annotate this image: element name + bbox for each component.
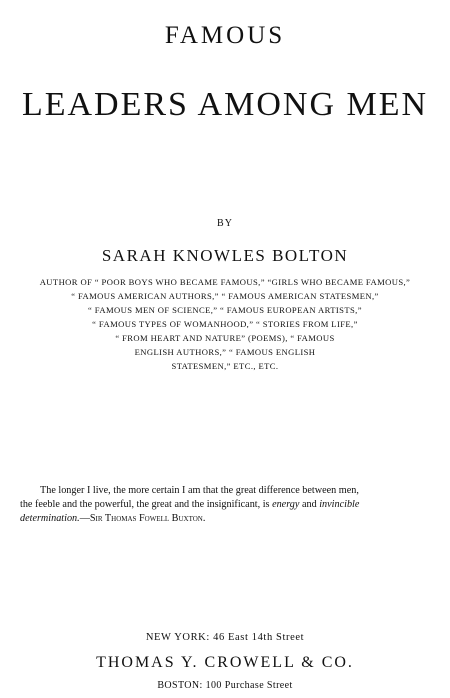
epigraph-line-1: The longer I live, the more certain I am that the great difference between men,	[40, 485, 359, 496]
epigraph-line-2-text: the feeble and the powerful, the great and the insignificant, is	[20, 499, 273, 510]
epigraph-emphasis-determination: determination.	[20, 513, 80, 524]
epigraph-emphasis-invincible: invincible	[319, 499, 360, 510]
publisher-name: THOMAS Y. CROWELL & CO.	[96, 654, 354, 671]
other-works-line-5: “ FROM HEART AND NATURE” (POEMS), “ FAMOUS	[115, 333, 335, 343]
other-works-line-2: “ FAMOUS AMERICAN AUTHORS,” “ FAMOUS AMERICAN STATESMEN,”	[71, 291, 379, 301]
imprint-new-york: NEW YORK: 46 East 14th Street	[145, 632, 305, 643]
by-line: BY	[217, 218, 233, 229]
other-works-line-6: ENGLISH AUTHORS,” “ FAMOUS ENGLISH	[134, 347, 316, 357]
epigraph-line-2	[20, 498, 432, 512]
epigraph-attribution: Sir Thomas Fowell Buxton.	[89, 513, 206, 524]
epigraph-emphasis-energy: energy	[272, 499, 300, 510]
author-name: SARAH KNOWLES BOLTON	[101, 246, 349, 265]
epigraph-dash: —	[79, 513, 90, 524]
epigraph	[20, 484, 432, 526]
title-line-2: LEADERS AMONG MEN	[21, 86, 429, 123]
epigraph-line-3	[20, 512, 432, 526]
title-line-1: FAMOUS	[164, 22, 286, 49]
other-works-line-3: “ FAMOUS MEN OF SCIENCE,” “ FAMOUS EUROPEAN ARTISTS,”	[88, 305, 362, 315]
imprint-boston: BOSTON: 100 Purchase Street	[157, 680, 293, 691]
other-works-line-7: STATESMEN,” ETC., ETC.	[171, 361, 279, 371]
other-works-line-4: “ FAMOUS TYPES OF WOMANHOOD,” “ STORIES FROM LIFE,”	[92, 319, 358, 329]
other-works-line-1: AUTHOR OF “ POOR BOYS WHO BECAME FAMOUS,” “GIRLS WHO BECAME FAMOUS,”	[39, 277, 411, 287]
epigraph-line-2-and: and	[299, 499, 320, 510]
